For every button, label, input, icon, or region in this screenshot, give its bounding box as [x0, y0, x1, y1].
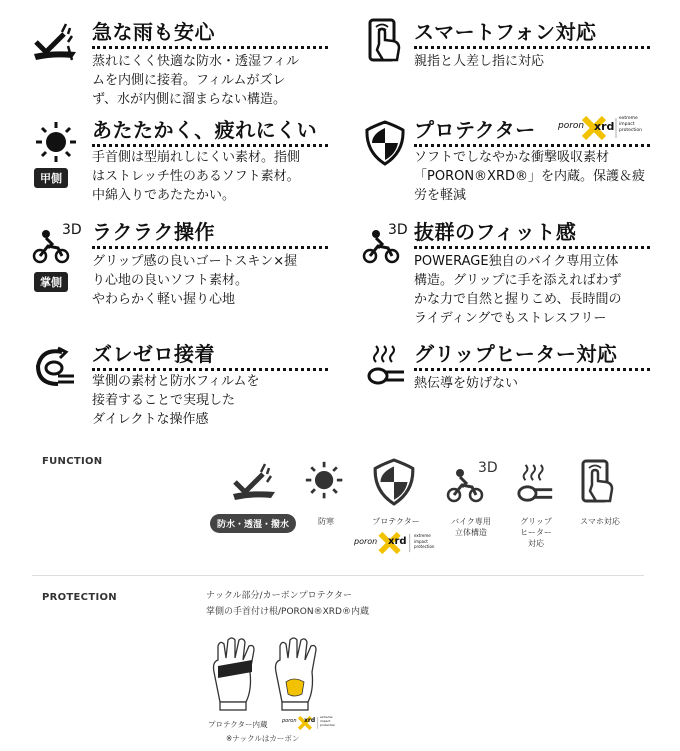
sun-warm-icon: [34, 120, 80, 166]
feature-desc: 手首側は型崩れしにくい素材。指側 はストレッチ性のあるソフト素材。 中綿入りであたたかい。: [92, 150, 301, 203]
poron-tagline: extreme impact protection: [320, 715, 336, 727]
function-label: FUNCTION: [42, 456, 103, 467]
feature-title: 抜群のフィット感: [414, 220, 577, 244]
feature-desc: 熱伝導を妨げない: [414, 376, 519, 391]
function-item-protector: プロテクター: [372, 517, 420, 526]
shield-icon: [362, 120, 408, 166]
3d-label: 3D: [388, 222, 408, 238]
sun-warm-icon: [304, 460, 346, 502]
function-item-grip-heater: グリップ ヒーター 対応: [520, 517, 552, 548]
waterproof-icon: [32, 20, 78, 66]
protection-caption-1: プロテクター内蔵: [208, 720, 268, 729]
grip-heater-icon: [516, 460, 556, 506]
poron-brand: poron: [354, 537, 378, 546]
feature-desc: 掌側の素材と防水フィルムを 接着することで実現した ダイレクトな操作感: [92, 374, 260, 427]
feature-desc: グリップ感の良いゴートスキン×握 り心地の良いソフト素材。 やわらかく軽い握り心地: [92, 254, 298, 307]
poron-xrd-logo: [558, 116, 644, 140]
title-underline: [414, 368, 650, 371]
feature-title: スマートフォン対応: [414, 20, 597, 44]
smartphone-touch-icon: [364, 18, 410, 64]
function-item-cold: 防寒: [318, 517, 334, 526]
title-underline: [414, 46, 650, 49]
feature-waterproof: [32, 18, 332, 113]
feature-grip-heater: [362, 340, 652, 400]
feature-smartphone: [362, 18, 652, 78]
back-side-badge: 甲側: [34, 168, 68, 188]
glove-illustration: [210, 632, 340, 714]
poron-brand: poron: [282, 718, 297, 724]
grip-bond-icon: [32, 344, 78, 390]
title-underline: [92, 46, 328, 49]
title-underline: [92, 144, 328, 147]
protection-line-1: ナックル部分/カーボンプロテクター: [206, 591, 353, 601]
feature-title: ラクラク操作: [92, 220, 215, 244]
function-item-bike-3d: バイク専用 立体構造: [451, 517, 491, 537]
3d-label: 3D: [62, 222, 82, 238]
smartphone-touch-icon: [580, 458, 620, 506]
feature-protector: [362, 116, 652, 211]
3d-label: 3D: [478, 460, 498, 476]
grip-heater-icon: [364, 342, 410, 388]
feature-fit: [362, 218, 652, 333]
feature-title: グリップヒーター対応: [414, 342, 618, 366]
title-underline: [414, 144, 650, 147]
poron-xrd-logo: [282, 715, 336, 729]
poron-tagline: extreme impact protection: [414, 533, 435, 549]
title-underline: [92, 368, 328, 371]
feature-easy-operation: [32, 218, 332, 318]
feature-title: ズレゼロ接着: [92, 342, 215, 366]
xrd-text: xrd: [388, 536, 407, 547]
protection-label: PROTECTION: [42, 592, 117, 603]
poron-xrd-logo: [354, 532, 438, 554]
title-underline: [414, 246, 650, 249]
xrd-text: xrd: [594, 120, 615, 133]
feature-warm: [32, 116, 332, 211]
section-divider: [32, 575, 644, 576]
function-item-waterproof: 防水・透湿・撥水: [210, 514, 296, 533]
waterproof-icon: [228, 460, 280, 506]
feature-title: あたたかく、疲れにくい: [92, 118, 318, 142]
feature-zero-slip: [32, 340, 332, 435]
function-item-smartphone: スマホ対応: [580, 517, 620, 526]
palm-side-badge: 掌側: [34, 272, 68, 292]
feature-desc: 親指と人差し指に対応: [414, 54, 545, 69]
shield-icon: [372, 458, 416, 506]
feature-desc: 蒸れにくく快適な防水・透湿フィル ムを内側に接着。フィルムがズレ ず、水が内側に溜まらない構造。: [92, 54, 299, 107]
feature-title: プロテクター: [414, 118, 536, 142]
title-underline: [92, 246, 328, 249]
feature-desc: ソフトでしなやかな衝撃吸収素材 「PORON®XRD®」を内蔵。保護＆疲 労を軽減: [414, 150, 646, 203]
feature-desc: POWERAGE独自のバイク専用立体 構造。グリップに手を添えればわず かな力で自然と握りこめ、長時間の ライディングでもストレスフリー: [414, 254, 622, 326]
protection-line-2: 掌側の手首付け根/PORON®XRD®内蔵: [206, 607, 369, 617]
poron-tagline: extreme impact protection: [619, 116, 642, 133]
xrd-text: xrd: [304, 717, 316, 724]
feature-title: 急な雨も安心: [92, 20, 215, 44]
poron-brand: poron: [558, 121, 585, 131]
protection-caption-2: ※ナックルはカーボン: [226, 734, 300, 743]
